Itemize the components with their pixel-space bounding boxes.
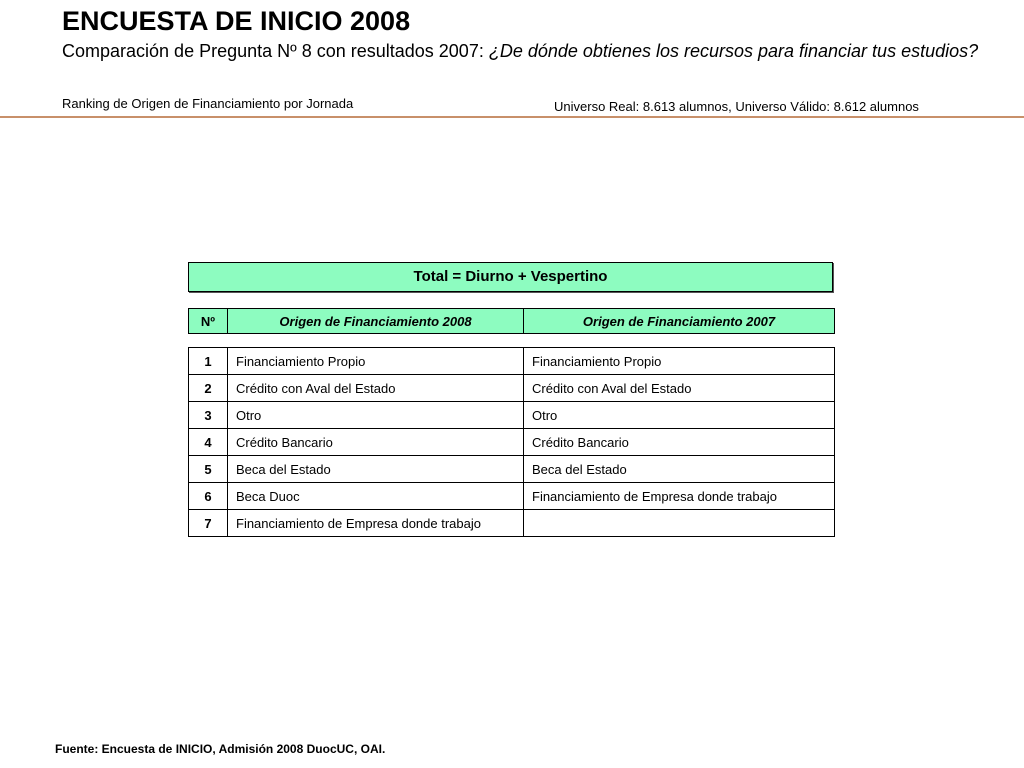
source-2007: Otro — [524, 402, 835, 429]
source-2008: Financiamiento de Empresa donde trabajo — [228, 510, 524, 537]
source-2008: Financiamiento Propio — [228, 348, 524, 375]
subtitle-question: ¿De dónde obtienes los recursos para financiar tus estudios? — [488, 41, 979, 61]
rank-number: 5 — [189, 456, 228, 483]
table-row — [189, 375, 835, 402]
rank-number: 7 — [189, 510, 228, 537]
source-2008: Beca Duoc — [228, 483, 524, 510]
table-row — [189, 456, 835, 483]
source-2007: Beca del Estado — [524, 456, 835, 483]
source-2008: Crédito Bancario — [228, 429, 524, 456]
source-2007 — [524, 510, 835, 537]
rank-number: 6 — [189, 483, 228, 510]
source-2007: Crédito Bancario — [524, 429, 835, 456]
rank-number: 4 — [189, 429, 228, 456]
table-row — [189, 483, 835, 510]
ranking-label: Ranking de Origen de Financiamiento por Jornada — [62, 96, 354, 111]
source-2008: Otro — [228, 402, 524, 429]
table-row — [189, 429, 835, 456]
rank-number: 1 — [189, 348, 228, 375]
table-row — [189, 348, 835, 375]
column-header-number: Nº — [189, 309, 228, 334]
subtitle-prefix: Comparación de Pregunta Nº 8 con resultados 2007: — [62, 41, 489, 61]
source-2007: Financiamiento Propio — [524, 348, 835, 375]
table-header — [188, 308, 835, 334]
source-footer: Fuente: Encuesta de INICIO, Admisión 2008 DuocUC, OAI. — [55, 742, 386, 756]
table-row — [189, 402, 835, 429]
table-banner: Total = Diurno + Vespertino — [188, 262, 833, 292]
table-row — [189, 510, 835, 537]
source-2007: Crédito con Aval del Estado — [524, 375, 835, 402]
header-divider — [0, 116, 1024, 118]
source-2008: Crédito con Aval del Estado — [228, 375, 524, 402]
page-subtitle — [62, 40, 1002, 63]
rank-number: 2 — [189, 375, 228, 402]
rank-number: 3 — [189, 402, 228, 429]
column-header-2008: Origen de Financiamiento 2008 — [228, 309, 524, 334]
source-2008: Beca del Estado — [228, 456, 524, 483]
ranking-table — [188, 347, 835, 537]
page-title: ENCUESTA DE INICIO 2008 — [62, 6, 411, 36]
universe-info: Universo Real: 8.613 alumnos, Universo Válido: 8.612 alumnos — [554, 99, 919, 114]
source-2007: Financiamiento de Empresa donde trabajo — [524, 483, 835, 510]
table-header-row — [189, 309, 835, 334]
column-header-2007: Origen de Financiamiento 2007 — [524, 309, 835, 334]
